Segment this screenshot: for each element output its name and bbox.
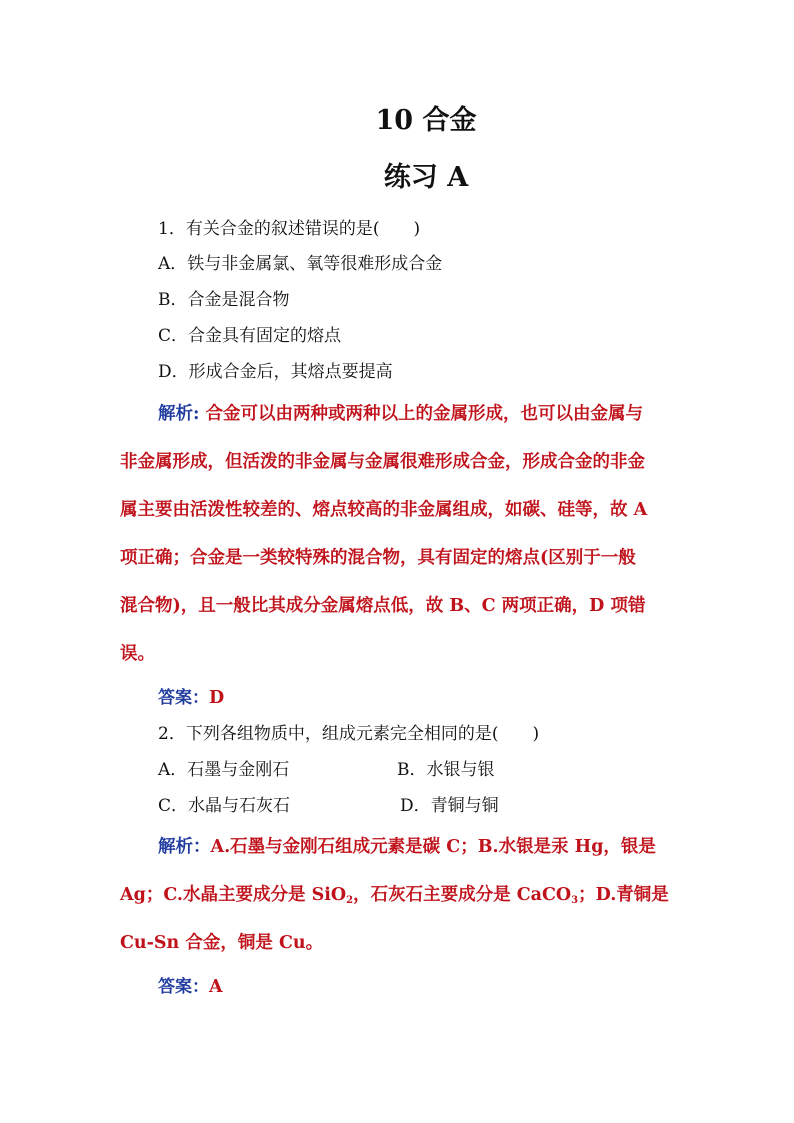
page-title: 10 合金: [375, 105, 477, 136]
question-1-answer: [158, 683, 224, 708]
question-2-analysis-text-2b: ，石灰石主要成分是 CaCO: [353, 885, 572, 905]
question-1-analysis-line-4: 项正确；合金是一类较特殊的混合物，具有固定的熔点(区别于一般: [120, 548, 636, 568]
page-subtitle: 练习 A: [383, 162, 469, 193]
question-1-analysis-line-3: 属主要由活泼性较差的、熔点较高的非金属组成，如碳、硅等，故 A: [120, 500, 648, 520]
question-2-answer-value: A: [209, 977, 223, 997]
question-2-analysis-label: 解析：: [158, 837, 211, 857]
question-1-option-d: D．形成合金后，其熔点要提高: [158, 362, 393, 382]
sio2-subscript: 2: [346, 895, 354, 906]
question-2-analysis-text-1: A.石墨与金刚石组成元素是碳 C；B.水银是汞 Hg，银是: [210, 837, 656, 857]
question-1-answer-value: D: [209, 688, 225, 708]
question-2-analysis-line-3: Cu-Sn 合金，铜是 Cu。: [120, 933, 324, 953]
question-2-analysis-text-2c: ；D.青铜是: [578, 885, 669, 905]
question-1-option-c: C．合金具有固定的熔点: [158, 326, 342, 346]
question-1-option-a: A．铁与非金属氯、氧等很难形成合金: [158, 254, 443, 274]
question-2-option-c: C．水晶与石灰石: [158, 796, 291, 816]
question-2-analysis-text-2a: Ag；C.水晶主要成分是 SiO: [120, 885, 347, 905]
question-2-option-b: B．水银与银: [397, 760, 495, 780]
question-1-analysis-line-6: 误。: [120, 644, 155, 664]
question-2-analysis-line-2: [120, 881, 669, 906]
caco3-subscript: 3: [571, 895, 579, 906]
question-2-option-a: A．石墨与金刚石: [158, 760, 290, 780]
question-1-analysis-line-2: 非金属形成，但活泼的非金属与金属很难形成合金，形成合金的非金: [120, 452, 645, 472]
question-1-stem: 1．有关合金的叙述错误的是( ): [158, 219, 421, 239]
question-2-answer: [158, 972, 223, 997]
question-2-analysis-line-1: [158, 833, 656, 858]
question-2-stem: 2．下列各组物质中，组成元素完全相同的是( ): [158, 724, 540, 744]
question-2-answer-label: 答案：: [158, 977, 209, 997]
question-1-analysis-label: 解析:: [158, 404, 200, 424]
question-2-option-d: D．青铜与铜: [400, 796, 499, 816]
question-1-analysis-text-1: 合金可以由两种或两种以上的金属形成，也可以由金属与: [199, 404, 644, 424]
question-1-option-b: B．合金是混合物: [158, 290, 290, 310]
question-1-analysis-line-1: [158, 400, 643, 425]
question-1-answer-label: 答案：: [158, 688, 209, 708]
question-1-analysis-line-5: 混合物)，且一般比其成分金属熔点低，故 B、C 两项正确，D 项错: [120, 596, 646, 616]
